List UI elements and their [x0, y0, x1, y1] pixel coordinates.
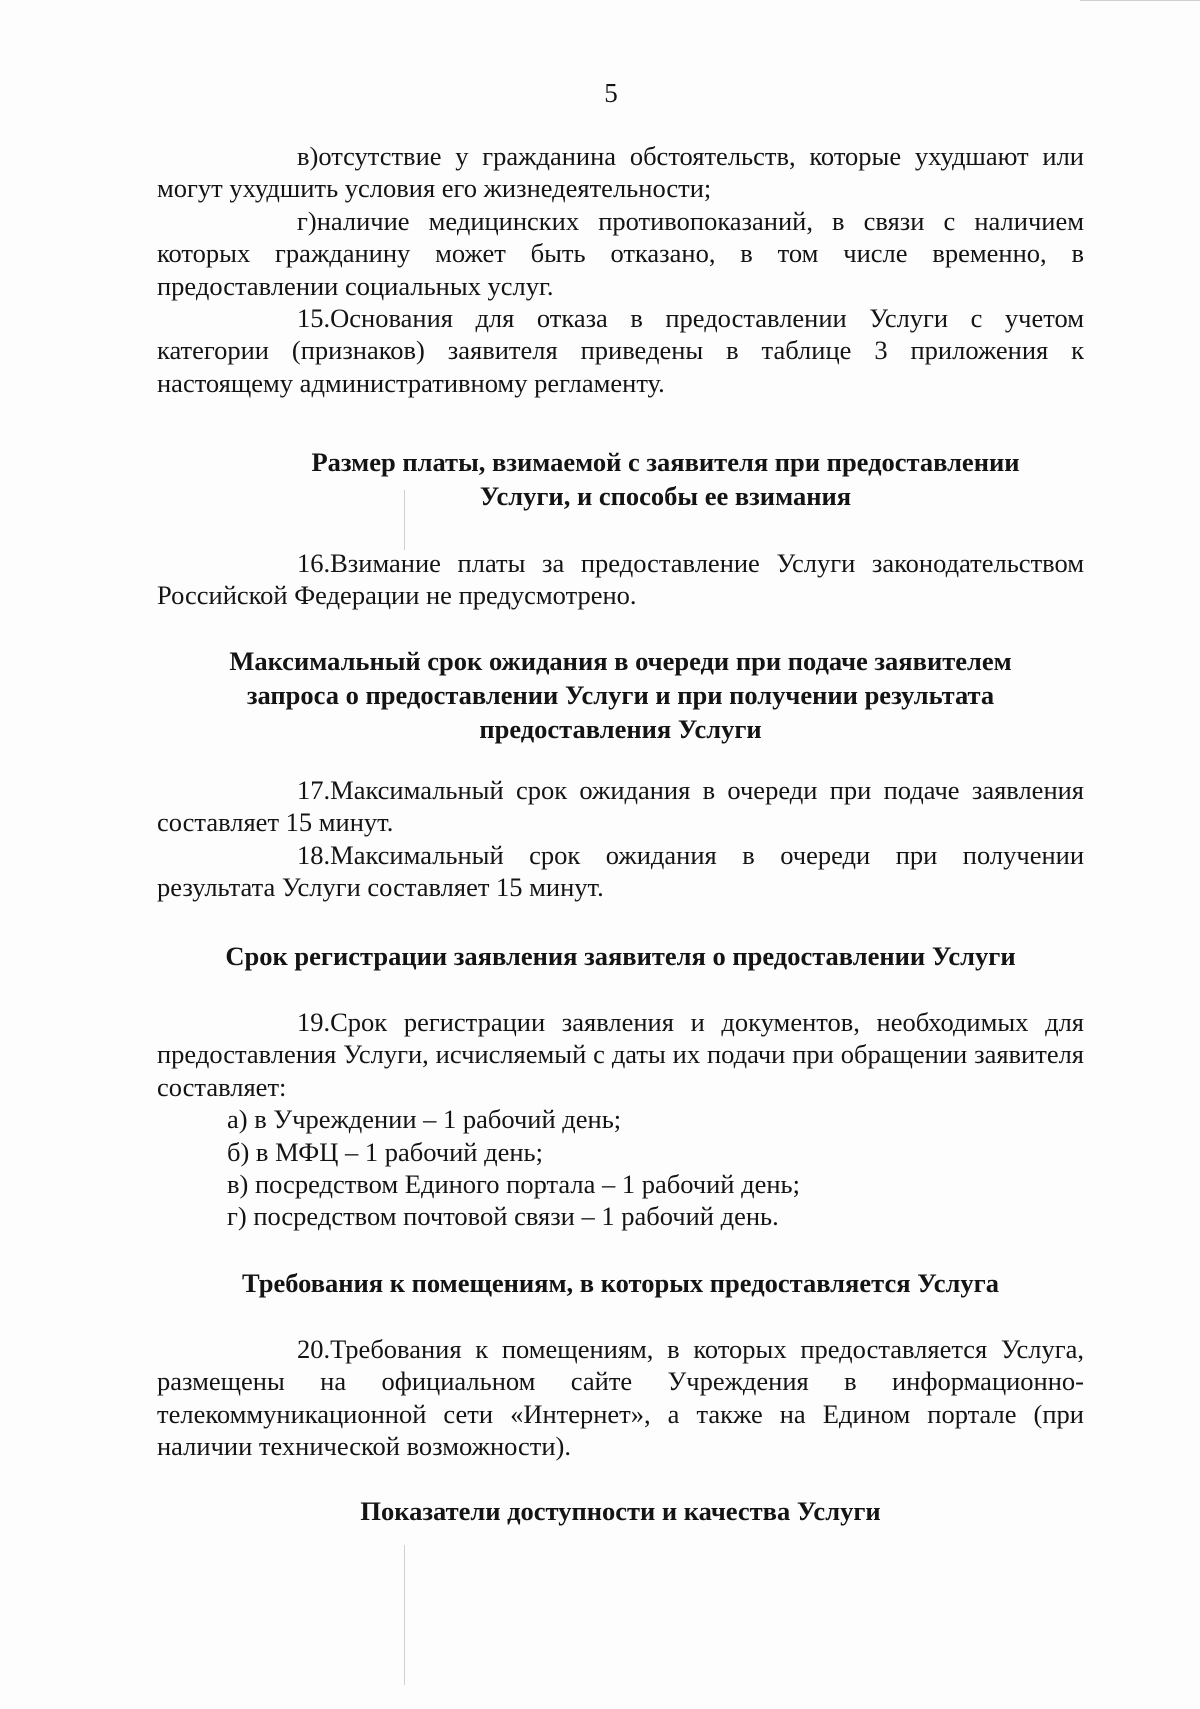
- list-item: б) в МФЦ – 1 рабочий день;: [227, 1136, 543, 1167]
- heading-line: Срок регистрации заявления заявителя о предоставлении Услуги: [225, 941, 1016, 971]
- item-marker: 19.: [297, 1007, 331, 1037]
- heading-line: Размер платы, взимаемой с заявителя при предоставлении: [311, 447, 1020, 477]
- text-block-queue: [157, 774, 1084, 904]
- heading-line: запроса о предоставлении Услуги и при получении результата: [246, 680, 995, 710]
- heading-line: Требования к помещениям, в которых предоставляется Услуга: [242, 1268, 999, 1298]
- paragraph-text: Максимальный срок ожидания в очереди при получении результата Услуги составляет 15 минут.: [157, 839, 1084, 903]
- text-block-registration: [157, 1006, 1084, 1233]
- text-block-premises: [157, 1333, 1084, 1463]
- scan-artifact: [404, 1545, 405, 1685]
- heading-line: Максимальный срок ожидания в очереди при подаче заявителем: [229, 646, 1012, 676]
- section-heading-fee: [157, 445, 1084, 513]
- item-marker: 16.: [297, 548, 331, 578]
- list-item: в) посредством Единого портала – 1 рабочий день;: [227, 1169, 800, 1200]
- paragraph-18: [157, 839, 1084, 904]
- item-marker: г): [297, 205, 317, 236]
- paragraph-20: [157, 1333, 1084, 1463]
- section-heading-quality: [157, 1494, 1084, 1528]
- item-marker: 17.: [297, 775, 331, 805]
- list-item: а) в Учреждении – 1 рабочий день;: [227, 1104, 622, 1135]
- scan-artifact: [404, 490, 405, 550]
- paragraph-text: Основания для отказа в предоставлении Услуги с учетом категории (признаков) заявителя приведены в таблице 3 приложения к настоящему административному регламенту.: [157, 303, 1084, 398]
- list-item: г) посредством почтовой связи – 1 рабочий день.: [227, 1201, 779, 1232]
- section-heading-premises: [157, 1266, 1084, 1300]
- scan-artifact: [1080, 0, 1200, 1]
- paragraph-15: [157, 302, 1084, 399]
- paragraph-text: Взимание платы за предоставление Услуги законодательством Российской Федерации не предусмотрено.: [157, 548, 1084, 611]
- text-block-fee: [157, 547, 1084, 612]
- paragraph-17: [157, 774, 1084, 839]
- heading-line: предоставления Услуги: [479, 714, 762, 744]
- heading-line: Услуги, и способы ее взимания: [479, 481, 852, 511]
- item-marker: 20.: [297, 1334, 331, 1364]
- paragraph-text: Срок регистрации заявления и документов, необходимых для предоставления Услуги, исчисляемый с даты их подачи при обращении заявителя составляет:: [157, 1007, 1084, 1102]
- paragraph-19: [157, 1006, 1084, 1103]
- paragraph-text: Максимальный срок ожидания в очереди при подаче заявления составляет 15 минут.: [157, 775, 1084, 838]
- paragraph-text: наличие медицинских противопоказаний, в связи с наличием которых гражданину может быть отказано, в том числе временно, в предоставлении социальных услуг.: [157, 205, 1084, 301]
- section-heading-registration: [157, 939, 1084, 973]
- text-block-eligibility: [157, 140, 1084, 399]
- paragraph-item-g: [157, 205, 1084, 302]
- heading-line: Показатели доступности и качества Услуги: [360, 1496, 881, 1526]
- section-heading-queue: [157, 644, 1084, 746]
- paragraph-16: [157, 547, 1084, 612]
- paragraph-text: отсутствие у гражданина обстоятельств, которые ухудшают или могут ухудшить условия его жизнедеятельности;: [157, 141, 1084, 204]
- paragraph-item-v: [157, 140, 1084, 205]
- paragraph-text: Требования к помещениям, в которых предоставляется Услуга, размещены на официальном сайте Учреждения в информационно-телекоммуникационной сети «Интернет», а также на Едином портале (при наличии технической возможности).: [157, 1334, 1084, 1462]
- item-marker: 15.: [297, 303, 331, 334]
- item-marker: в): [297, 141, 319, 171]
- page-number: 5: [604, 78, 618, 108]
- item-marker: 18.: [297, 839, 331, 870]
